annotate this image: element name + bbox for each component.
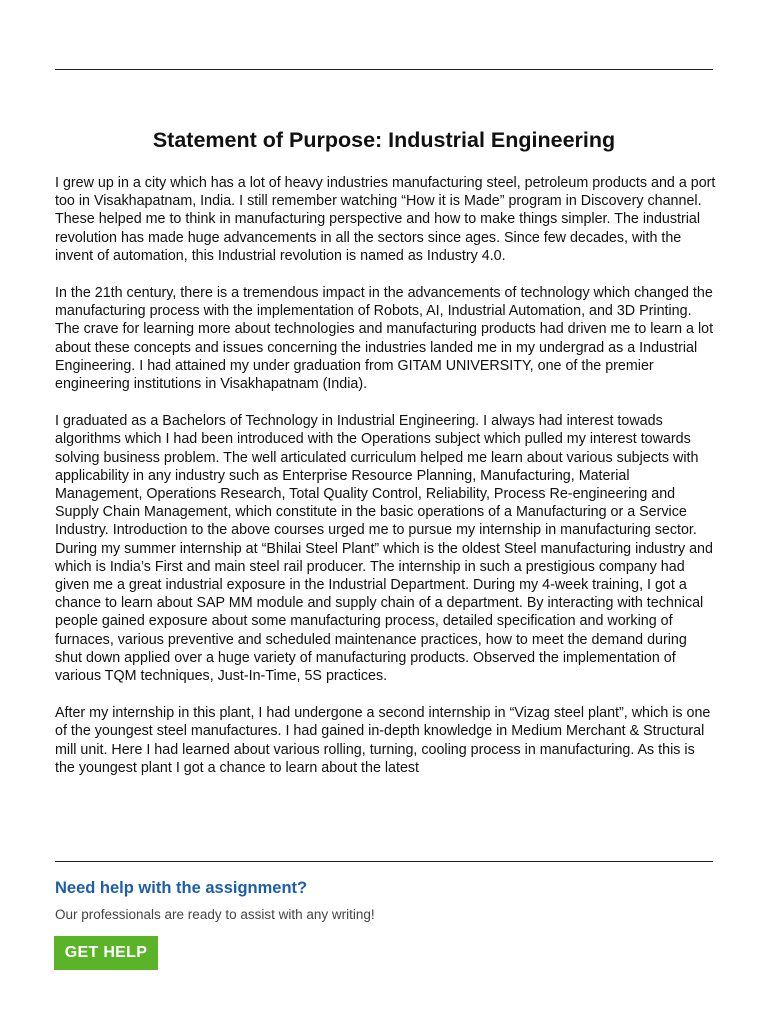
paragraph-4: After my internship in this plant, I had undergone a second internship in “Vizag steel plant”, which is one of the youngest steel manufactures. I had gained in-depth knowledge in Medium Merchant & Structural mill unit. Here I had learned about various rolling, turning, cooling process in manufacturing. As this is the youngest plant I got a chance to learn about the latest — [55, 705, 711, 776]
paragraph-1: I grew up in a city which has a lot of heavy industries manufacturing steel, petroleum products and a port too in Visakhapatnam, India. I still remember watching “How it is Made” program in Discovery channel. These helped me to think in manufacturing perspective and how to make things simpler. The industrial revolution has made huge advancements in all the sectors since ages. Since few decades, with the invent of automation, this Industrial revolution is named as Industry 4.0. — [55, 175, 716, 264]
paragraph-2: In the 21th century, there is a tremendous impact in the advancements of technology which changed the manufacturing process with the implementation of Robots, AI, Industrial Automation, and 3D Printing. The crave for learning more about technologies and manufacturing products had driven me to learn a lot about these concepts and issues concerning the industries landed me in my undergrad as a Industrial Engineering. I had attained my under graduation from GITAM UNIVERSITY, one of the premier engineering institutions in Visakhapatnam (India). — [55, 285, 714, 393]
help-subtext: Our professionals are ready to assist with any writing! — [55, 907, 375, 922]
help-heading: Need help with the assignment? — [55, 879, 308, 897]
paragraph-3: I graduated as a Bachelors of Technology in Industrial Engineering. I always had interest towads algorithms which I had been introduced with the Operations subject which pulled my interest towards solving business problem. The well articulated curriculum helped me learn about various subjects with applicability in any industry such as Enterprise Resource Planning, Manufacturing, Material Management, Operations Research, Total Quality Control, Reliability, Process Re-engineering and Supply Chain Management, which constitute in the basic operations of a Manufacturing or a Service Industry. Introduction to the above courses urged me to pursue my internship in manufacturing sector. During my summer internship at “Bhilai Steel Plant” which is the oldest Steel manufacturing industry and which is India’s First and main steel rail producer. The internship in such a prestigious company had given me a great industrial exposure in the Industrial Department. During my 4-week training, I got a chance to learn about SAP MM module and supply chain of a department. By interacting with technical people gained exposure about some manufacturing process, detailed specification and working of furnaces, various preventive and scheduled maintenance practices, how to meet the demand during shut down applied over a huge variety of manufacturing products. Observed the implementation of various TQM techniques, Just-In-Time, 5S practices. — [55, 413, 713, 685]
top-divider — [55, 69, 713, 70]
document-body — [55, 174, 717, 796]
bottom-divider — [55, 861, 713, 862]
get-help-button[interactable]: GET HELP — [54, 936, 158, 970]
document-title: Statement of Purpose: Industrial Engineering — [152, 128, 616, 152]
